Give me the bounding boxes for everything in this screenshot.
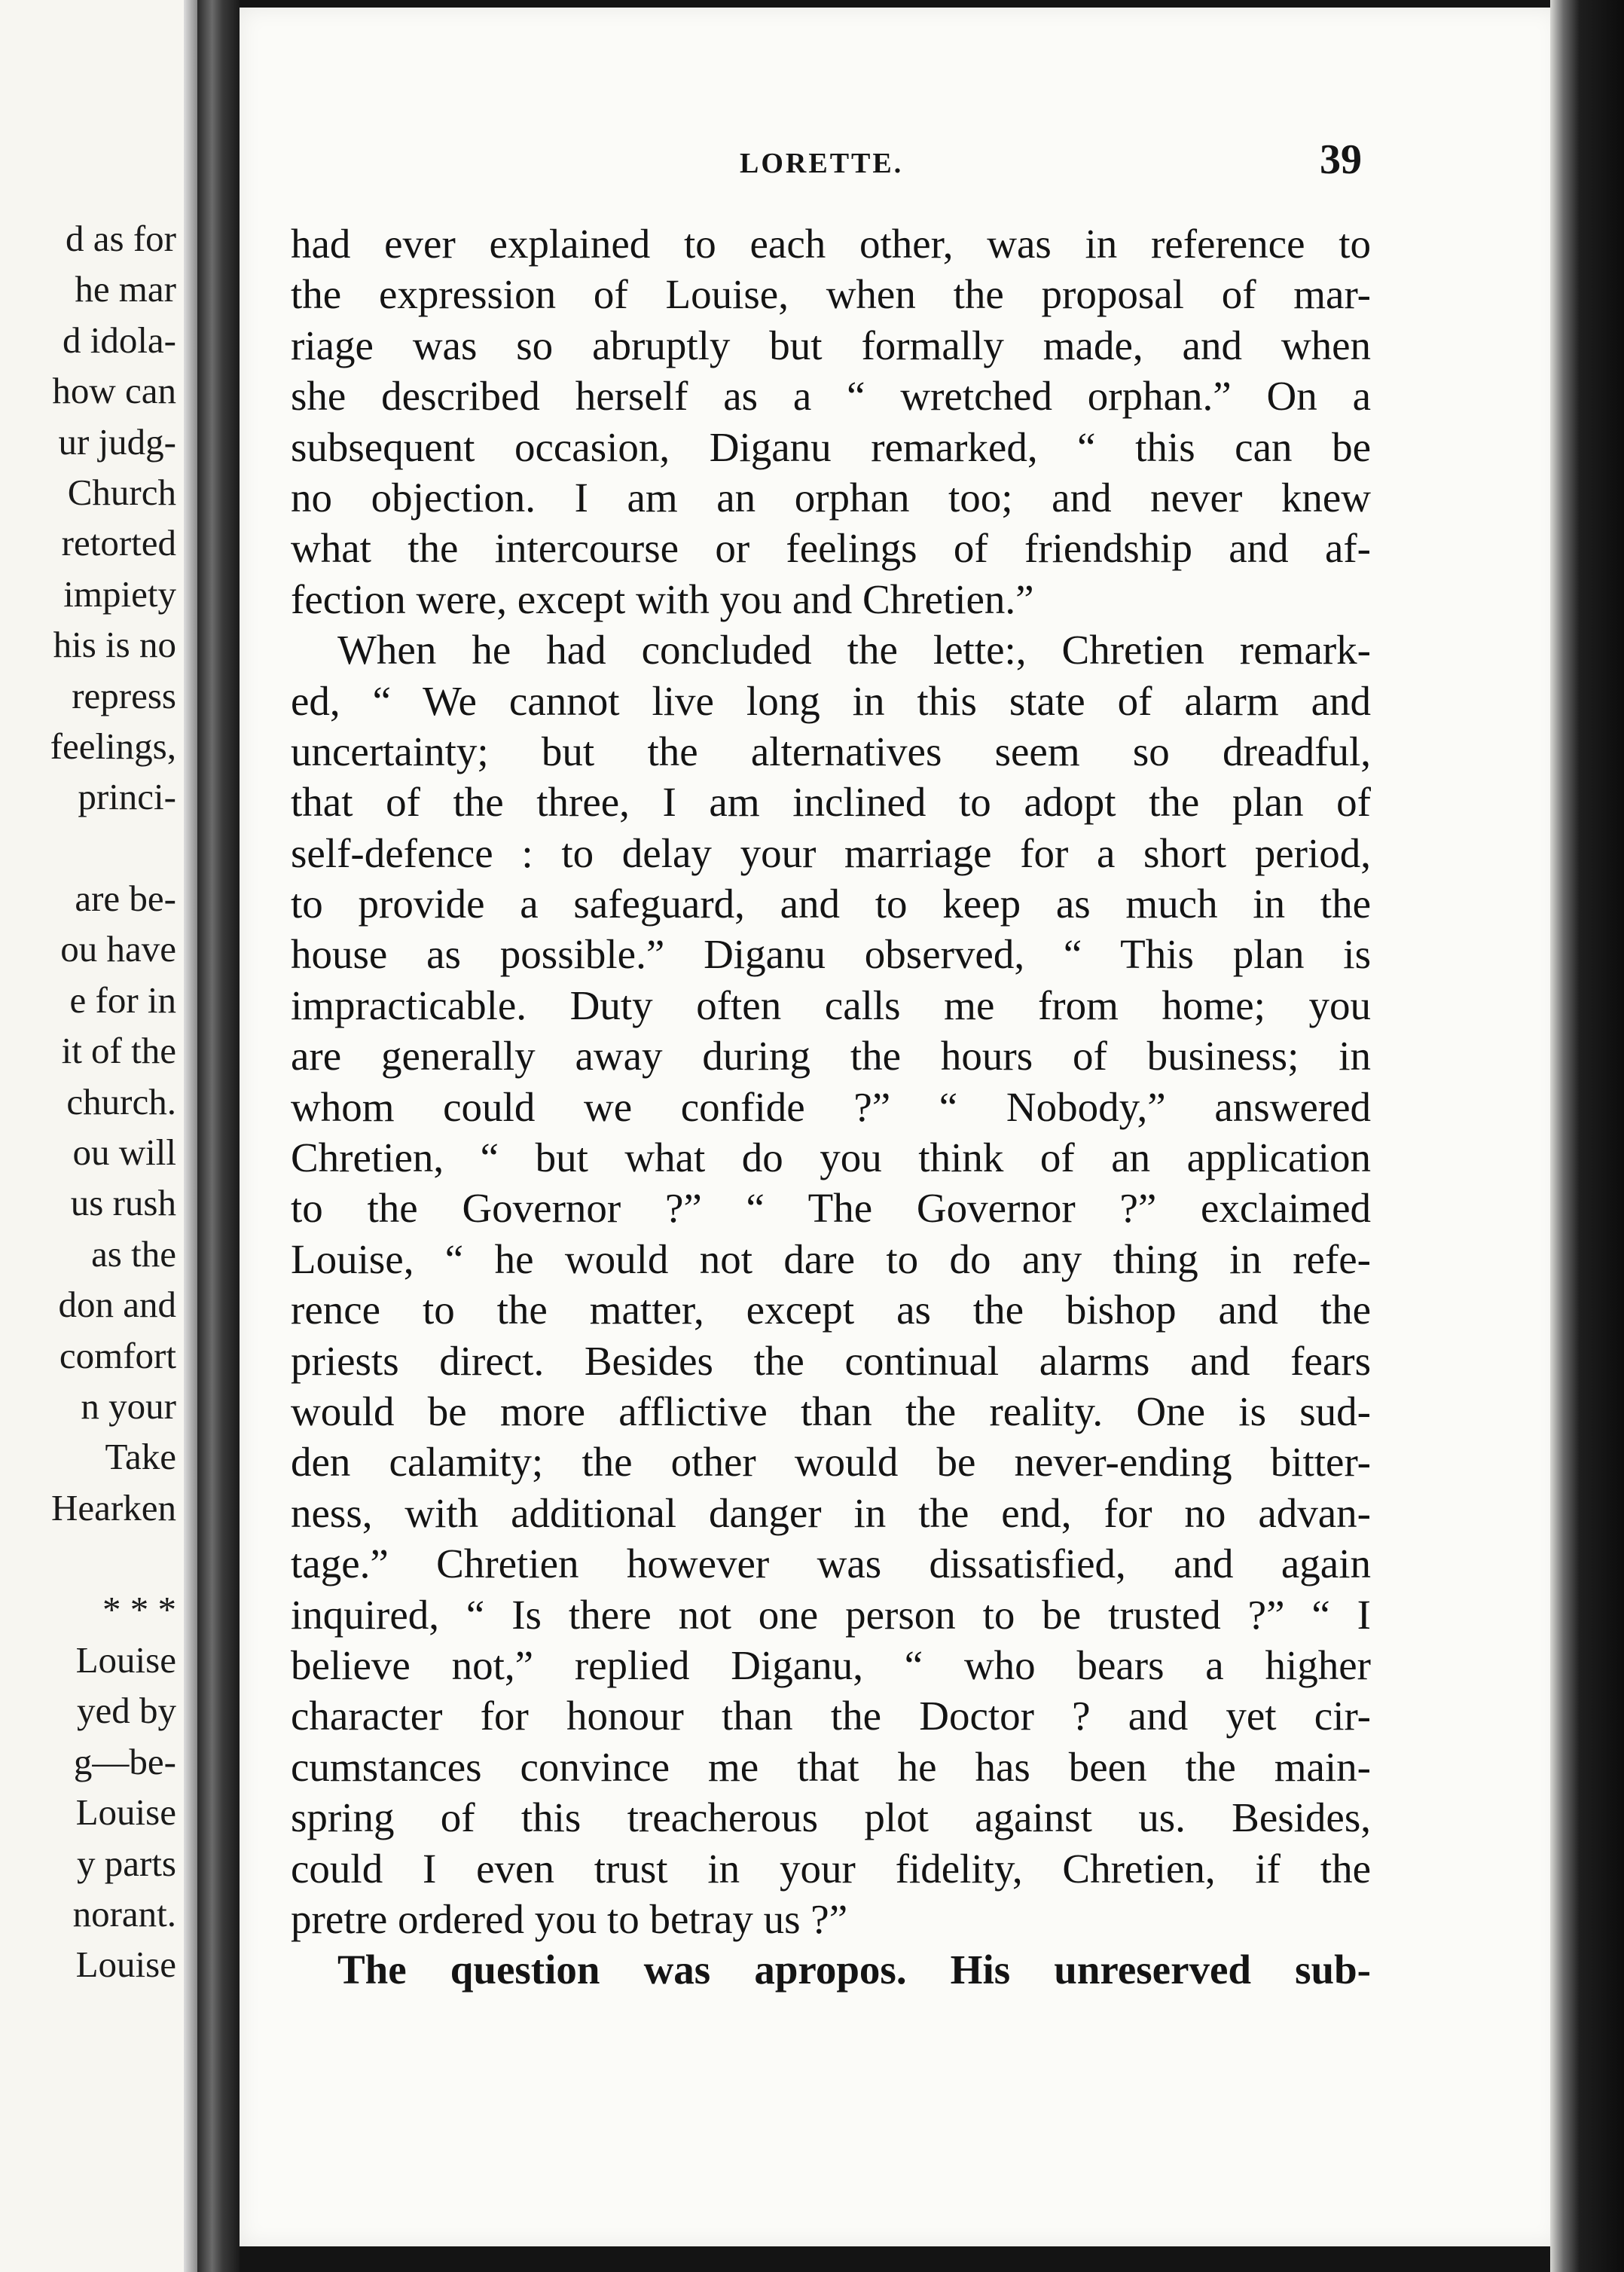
text-line: believe not,” replied Diganu, “ who bears a higher bbox=[291, 1641, 1371, 1688]
text-line: rence to the matter, except as the bishop and the bbox=[291, 1287, 1371, 1333]
left-page-line: retorted bbox=[61, 522, 176, 564]
text-line: priests direct. Besides the continual alarms and fears bbox=[291, 1337, 1371, 1384]
left-page-line: how can bbox=[52, 370, 176, 412]
left-page-line: impiety bbox=[63, 573, 176, 615]
left-page-line: * * * bbox=[102, 1588, 176, 1630]
left-page-line: ou will bbox=[72, 1131, 176, 1174]
text-line: house as possible.” Diganu observed, “ This plan is bbox=[291, 931, 1371, 978]
left-page-line: princi- bbox=[78, 776, 176, 818]
left-page-line: are be- bbox=[75, 878, 176, 920]
left-page-line bbox=[0, 823, 176, 873]
text-line: what the intercourse or feelings of friendship and af- bbox=[291, 525, 1371, 572]
text-line: would be more afflictive than the reality. One is sud- bbox=[291, 1388, 1371, 1434]
text-line: to the Governor ?” “ The Governor ?” exclaimed bbox=[291, 1185, 1371, 1232]
left-page-line: comfort bbox=[59, 1334, 176, 1376]
text-line: could I even trust in your fidelity, Chretien, if the bbox=[291, 1845, 1371, 1892]
text-line: spring of this treacherous plot against us. Besides, bbox=[291, 1794, 1371, 1841]
text-line: tage.” Chretien however was dissatisfied, and again bbox=[291, 1541, 1371, 1587]
left-page-line: Louise bbox=[75, 1944, 176, 1986]
left-page-line: it of the bbox=[61, 1030, 176, 1072]
left-page-line: he mar bbox=[75, 268, 176, 310]
text-line: character for honour than the Doctor ? and yet cir- bbox=[291, 1693, 1371, 1739]
left-page-line: his is no bbox=[53, 624, 176, 666]
text-line: The question was apropos. His unreserved sub- bbox=[337, 1947, 1371, 1993]
text-line: to provide a safeguard, and to keep as much in the bbox=[291, 881, 1371, 927]
book-gutter bbox=[197, 0, 240, 2272]
text-line: ness, with additional danger in the end, for no advan- bbox=[291, 1489, 1371, 1536]
running-head: LORETTE. bbox=[740, 148, 904, 179]
left-page-line: feelings, bbox=[50, 725, 176, 767]
text-line: den calamity; the other would be never-ending bitter- bbox=[291, 1439, 1371, 1486]
page-number: 39 bbox=[1320, 136, 1362, 183]
text-line: subsequent occasion, Diganu remarked, “ this can be bbox=[291, 423, 1371, 470]
left-page-line: n your bbox=[81, 1385, 176, 1427]
left-page-line: Church bbox=[67, 471, 176, 513]
text-line: are generally away during the hours of business; in bbox=[291, 1033, 1371, 1080]
text-line: the expression of Louise, when the proposal of mar- bbox=[291, 271, 1371, 318]
left-page-line: Take bbox=[105, 1436, 176, 1478]
left-page-line: g—be- bbox=[73, 1740, 176, 1782]
left-page-line: ou have bbox=[60, 928, 176, 970]
text-line: had ever explained to each other, was in reference to bbox=[291, 221, 1371, 267]
text-line: ed, “ We cannot live long in this state of alarm and bbox=[291, 677, 1371, 724]
left-page-line: d idola- bbox=[62, 319, 176, 361]
text-line: self-defence : to delay your marriage for a short period, bbox=[291, 829, 1371, 876]
text-line: pretre ordered you to betray us ?” bbox=[291, 1895, 848, 1942]
left-page-line: repress bbox=[72, 674, 176, 716]
left-page-edge bbox=[184, 0, 197, 2272]
left-page-line: Hearken bbox=[51, 1486, 176, 1528]
left-page-line: y parts bbox=[77, 1842, 176, 1884]
text-line: fection were, except with you and Chretien.” bbox=[291, 576, 1034, 622]
left-page-line: ur judg- bbox=[58, 420, 176, 463]
left-page-line: norant. bbox=[72, 1892, 176, 1935]
left-page-line: e for in bbox=[69, 979, 176, 1021]
left-page-line: as the bbox=[91, 1232, 176, 1275]
left-page-line: yed by bbox=[77, 1690, 176, 1732]
left-page-line: Louise bbox=[75, 1638, 176, 1681]
text-line: Louise, “ he would not dare to do any thing in refe- bbox=[291, 1235, 1371, 1282]
text-line: When he had concluded the lette:, Chretien remark- bbox=[337, 627, 1371, 673]
left-page-text bbox=[0, 213, 176, 1990]
text-line: whom could we confide ?” “ Nobody,” answered bbox=[291, 1083, 1371, 1130]
page-body-text bbox=[291, 218, 1371, 1996]
left-page-line: Louise bbox=[75, 1791, 176, 1834]
text-line: inquired, “ Is there not one person to be trusted ?” “ I bbox=[291, 1591, 1371, 1638]
left-page-line: d as for bbox=[66, 218, 176, 259]
page-edge-shadow bbox=[1550, 0, 1624, 2272]
text-line: that of the three, I am inclined to adopt the plan of bbox=[291, 779, 1371, 826]
left-page-line bbox=[0, 1533, 176, 1583]
text-line: cumstances convince me that he has been the main- bbox=[291, 1743, 1371, 1790]
left-page-fragment bbox=[0, 0, 197, 2272]
text-line: no objection. I am an orphan too; and never knew bbox=[291, 474, 1371, 521]
text-line: she described herself as a “ wretched orphan.” On a bbox=[291, 373, 1371, 420]
text-line: uncertainty; but the alternatives seem so dreadful, bbox=[291, 728, 1371, 774]
text-line: Chretien, “ but what do you think of an application bbox=[291, 1134, 1371, 1181]
left-page-line: church. bbox=[66, 1080, 176, 1122]
left-page-line: don and bbox=[58, 1284, 176, 1326]
text-line: impracticable. Duty often calls me from home; you bbox=[291, 982, 1371, 1028]
text-line: riage was so abruptly but formally made, and when bbox=[291, 322, 1371, 368]
left-page-line: us rush bbox=[70, 1182, 176, 1224]
